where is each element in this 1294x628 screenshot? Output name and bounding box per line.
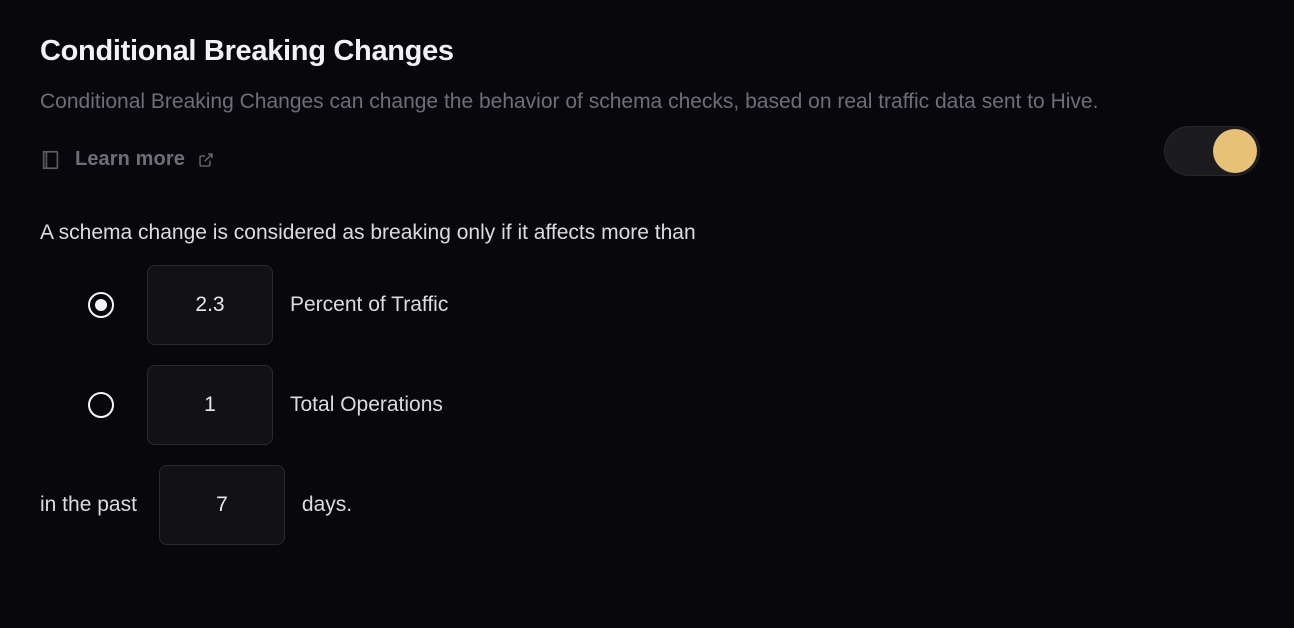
feature-toggle[interactable] bbox=[1164, 126, 1260, 176]
panel-description: Conditional Breaking Changes can change the behavior of schema checks, based on real traffic data sent to Hive. bbox=[40, 89, 1099, 113]
period-row bbox=[40, 465, 1254, 545]
percent-of-traffic-label: Percent of Traffic bbox=[290, 293, 449, 317]
total-operations-label: Total Operations bbox=[290, 393, 443, 417]
learn-more-link[interactable]: Learn more bbox=[75, 148, 185, 171]
page-title: Conditional Breaking Changes bbox=[40, 35, 454, 67]
option-row-percent-of-traffic[interactable] bbox=[40, 265, 1254, 345]
external-link-icon[interactable] bbox=[198, 152, 214, 168]
percent-of-traffic-input[interactable] bbox=[147, 265, 273, 345]
radio-total-operations[interactable] bbox=[88, 392, 114, 418]
total-operations-input[interactable] bbox=[147, 365, 273, 445]
period-prefix-label: in the past bbox=[40, 493, 137, 517]
condition-sentence: A schema change is considered as breaking only if it affects more than bbox=[40, 220, 696, 244]
learn-more-row[interactable] bbox=[40, 148, 1254, 172]
option-row-total-operations[interactable] bbox=[40, 365, 1254, 445]
book-icon bbox=[40, 148, 62, 172]
radio-percent-of-traffic[interactable] bbox=[88, 292, 114, 318]
toggle-knob bbox=[1213, 129, 1257, 173]
period-days-input[interactable] bbox=[159, 465, 285, 545]
period-suffix-label: days. bbox=[301, 493, 353, 517]
